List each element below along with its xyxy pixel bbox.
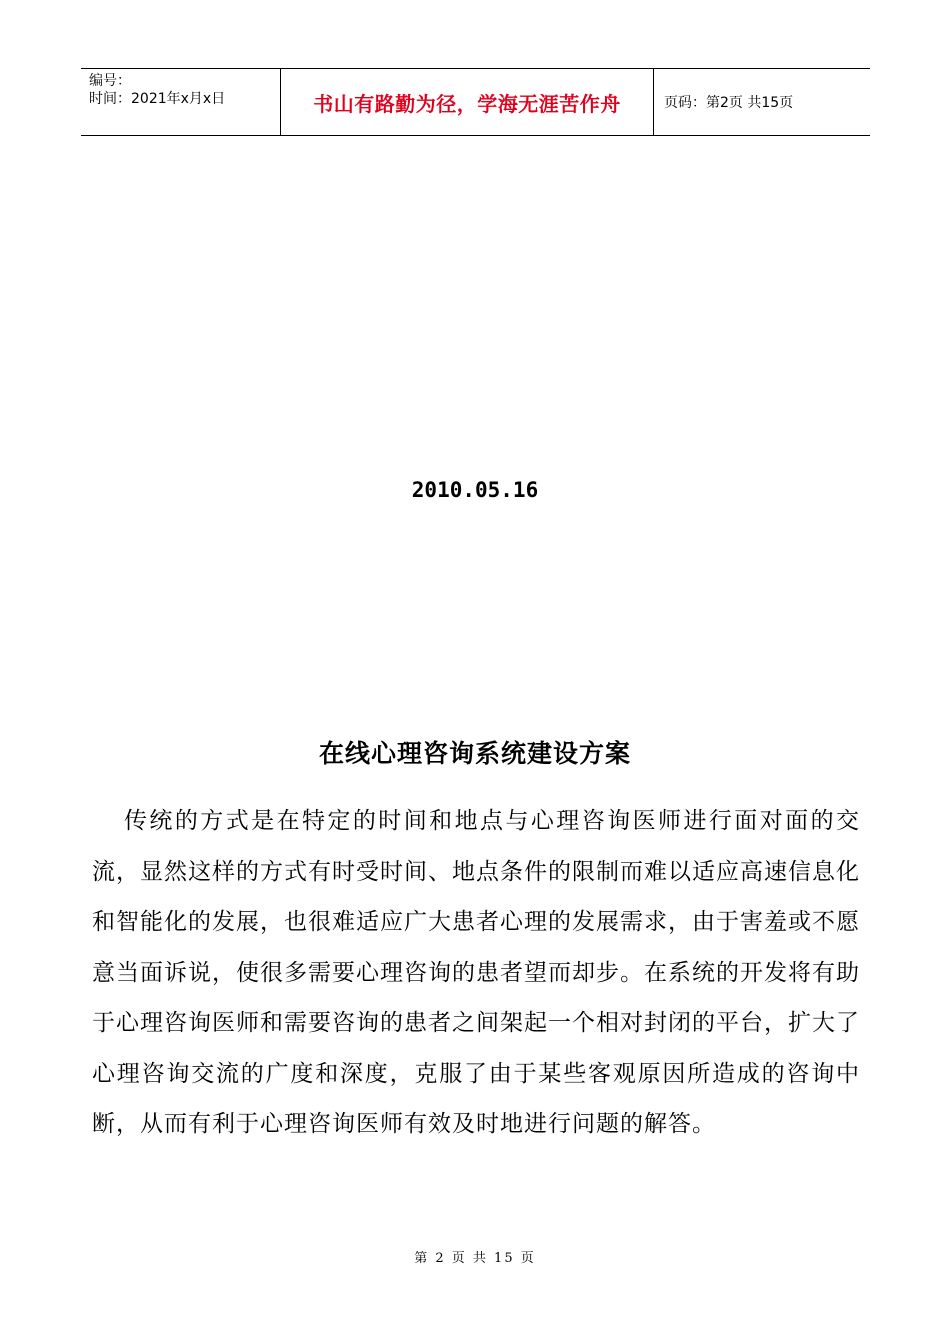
document-number-label: 编号： [89, 73, 131, 89]
header-motto-cell [281, 69, 654, 135]
header-meta [81, 69, 281, 135]
header-motto: 书山有路勤为径，学海无涯苦作舟 [313, 91, 621, 116]
document-date: 2010.05.16 [411, 478, 539, 502]
header-page-info: 页码：第2页 共15页 [664, 95, 794, 111]
page-header [81, 68, 870, 136]
document-time-label: 时间：2021年x月x日 [89, 91, 226, 107]
body-paragraph: 传统的方式是在特定的时间和地点与心理咨询医师进行面对面的交流，显然这样的方式有时受时间、地点条件的限制而难以适应高速信息化和智能化的发展，也很难适应广大患者心理的发展需求，由于害羞或不愿意当面诉说，使很多需要心理咨询的患者望而却步。在系统的开发将有助于心理咨询医师和需要咨询的患者之间架起一个相对封闭的平台，扩大了心理咨询交流的广度和深度，克服了由于某些客观原因所造成的咨询中断，从而有利于心理咨询医师有效及时地进行问题的解答。 [92, 808, 860, 1137]
header-page-info-cell [654, 69, 870, 135]
page-footer: 第 2 页 共 15 页 [414, 1251, 536, 1266]
document-title: 在线心理咨询系统建设方案 [318, 739, 631, 768]
